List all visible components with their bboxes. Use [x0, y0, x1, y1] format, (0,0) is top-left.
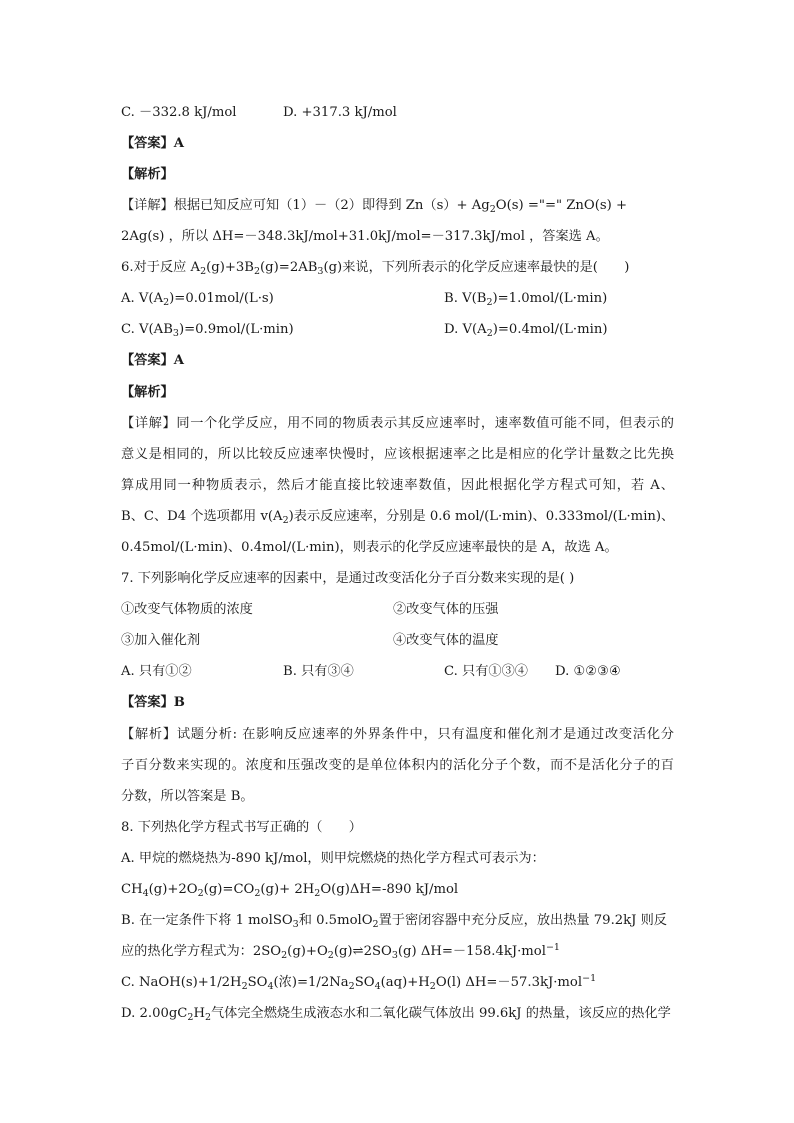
equation-text: (g)=CO	[203, 882, 255, 897]
q6-detail-line3: 算成用同一种物质表示，然后才能直接比较速率数值，因此根据化学方程式可知，若 A、	[121, 478, 674, 493]
subscript: 2	[204, 1012, 211, 1023]
q6-option-text: A. V(A	[121, 291, 164, 306]
q5-detail-line2: 2Ag(s) ，所以 ΔH=－348.3kJ/mol+31.0kJ/mol=－317.3kJ/mol ，答案选 A。	[121, 229, 609, 244]
subscript: 2	[197, 888, 204, 899]
q8-stem: 8. 下列热化学方程式书写正确的（ ）	[121, 820, 362, 835]
subscript: 2	[348, 981, 355, 992]
q6-stem	[121, 258, 629, 278]
equation-text: (g)+2O	[148, 882, 198, 897]
q7-item-4: ④改变气体的温度	[393, 633, 499, 648]
q8-option-d	[121, 1004, 671, 1024]
q5-option-d: D. +317.3 kJ/mol	[283, 105, 397, 120]
subscript: 2	[327, 950, 334, 961]
q8-option-c	[121, 973, 596, 993]
q7-item-2: ②改变气体的压强	[393, 602, 499, 617]
option-text: SO	[354, 975, 375, 990]
q6-answer: 【答案】A	[121, 353, 184, 368]
q6-option-text: C. V(AB	[121, 322, 173, 337]
subscript: 2	[187, 1012, 194, 1023]
option-text: (g) ΔH=－158.4kJ·mol	[397, 944, 546, 959]
subscript: 2	[429, 981, 436, 992]
subscript: 3	[317, 266, 324, 277]
q7-item-3: ③加入催化剂	[121, 633, 201, 648]
q6-stem-text: (g)=2AB	[260, 260, 318, 275]
q5-analysis-title: 【解析】	[121, 167, 174, 182]
equation-text: (g)+ 2H	[260, 882, 315, 897]
q6-detail-text: )表示反应速率，分别是 0.6 mol/(L·min)、0.333mol/(L·min)、	[288, 509, 675, 524]
subscript: 3	[172, 328, 179, 339]
q8-option-b-line1	[121, 911, 667, 931]
q6-option-d	[444, 320, 607, 340]
q7-stem: 7. 下列影响化学反应速率的因素中，是通过改变活化分子百分数来实现的是( )	[121, 571, 575, 586]
q6-option-text: B. V(B	[444, 291, 487, 306]
q6-detail-line2: 意义是相同的，所以比较反应速率快慢时，应该根据速率之比是相应的化学计量数之比先换	[121, 447, 674, 462]
subscript: 4	[374, 981, 381, 992]
q7-answer: 【答案】B	[121, 695, 185, 710]
option-text: 气体完全燃烧生成液态水和二氧化碳气体放出 99.6kJ 的热量，该反应的热化学	[211, 1006, 671, 1021]
q7-option-b: B. 只有③④	[283, 664, 354, 679]
q6-option-text: )=0.01mol/(L·s)	[169, 291, 274, 306]
q5-option-c: C. －332.8 kJ/mol	[121, 105, 237, 120]
q6-option-text: )=0.4mol/(L·min)	[492, 322, 608, 337]
option-text: O(l) ΔH=－57.3kJ·mol	[435, 975, 583, 990]
q6-stem-text: (g)+3B	[206, 260, 254, 275]
q6-option-c	[121, 320, 294, 340]
option-text: (浓)=1/2Na	[273, 975, 349, 990]
option-text: (g)⇌2SO	[333, 944, 392, 959]
option-text: D. 2.00gC	[121, 1006, 188, 1021]
option-text: 和 0.5molO	[298, 913, 373, 928]
superscript: −1	[545, 942, 560, 953]
subscript: 2	[281, 950, 288, 961]
q8-option-a-equation	[121, 880, 458, 900]
q6-detail-line4	[121, 507, 674, 527]
q5-detail-line1	[121, 196, 627, 216]
superscript: −1	[582, 973, 597, 984]
q5-detail-text: 【详解】根据已知反应可知（1）－（2）即得到 Zn（s）+ Ag	[121, 198, 490, 213]
q6-stem-text: 6.对于反应 A	[121, 260, 201, 275]
subscript: 3	[292, 919, 299, 930]
option-text: SO	[247, 975, 268, 990]
q6-option-text: )=0.9mol/(L·min)	[178, 322, 294, 337]
q6-analysis-title: 【解析】	[121, 385, 174, 400]
option-text: B. 在一定条件下将 1 molSO	[121, 913, 293, 928]
subscript: 2	[163, 297, 170, 308]
q7-analysis-line2: 子百分数来实现的。浓度和压强改变的是单位体积内的活化分子个数，而不是活化分子的百	[121, 758, 674, 773]
subscript: 2	[253, 266, 261, 277]
q5-answer: 【答案】A	[121, 136, 184, 151]
subscript: 2	[486, 297, 493, 308]
q7-option-c: C. 只有①③④	[444, 664, 528, 679]
subscript: 2	[200, 266, 207, 277]
q7-analysis-line1: 【解析】试题分析: 在影响反应速率的外界条件中，只有温度和催化剂才是通过改变活化分	[121, 727, 674, 742]
q7-option-a: A. 只有①②	[121, 664, 192, 679]
subscript: 2	[314, 888, 321, 899]
option-text: (g)+O	[287, 944, 328, 959]
q8-option-b-line2	[121, 942, 560, 962]
q7-option-d: D. ①②③④	[555, 664, 621, 679]
q6-detail-line1: 【详解】同一个化学反应，用不同的物质表示其反应速率时，速率数值可能不同，但表示的	[121, 416, 674, 431]
subscript: 2	[254, 888, 261, 899]
q6-option-text: D. V(A	[444, 322, 487, 337]
q8-option-a-line1: A. 甲烷的燃烧热为-890 kJ/mol，则甲烷燃烧的热化学方程式可表示为：	[121, 851, 545, 866]
option-text: 应的热化学方程式为：2SO	[121, 944, 282, 959]
q6-detail-line5: 0.45mol/(L·min)、0.4mol/(L·min)，则表示的化学反应速率最快的是 A，故选 A。	[121, 540, 618, 555]
subscript: 4	[267, 981, 274, 992]
q6-option-text: )=1.0mol/(L·min)	[492, 291, 608, 306]
option-text: (aq)+H	[380, 975, 430, 990]
q6-option-b	[444, 289, 607, 309]
subscript: 2	[486, 328, 493, 339]
equation-text: CH	[121, 882, 143, 897]
subscript: 2	[241, 981, 248, 992]
subscript: 4	[142, 888, 149, 899]
q7-item-1: ①改变气体物质的浓度	[121, 602, 253, 617]
subscript: 2	[372, 919, 379, 930]
option-text: C. NaOH(s)+1/2H	[121, 975, 242, 990]
q6-stem-text: (g)来说，下列所表示的化学反应速率最快的是( )	[323, 260, 630, 275]
q7-analysis-line3: 分数，所以答案是 B。	[121, 789, 254, 804]
q6-detail-text: B、C、D4 个选项都用 v(A	[121, 509, 283, 524]
q6-option-a	[121, 289, 274, 309]
subscript: 2	[489, 204, 496, 215]
option-text: H	[193, 1006, 205, 1021]
option-text: 置于密闭容器中充分反应，放出热量 79.2kJ 则反	[378, 913, 667, 928]
equation-text: O(g)ΔH=-890 kJ/mol	[320, 882, 459, 897]
subscript: 2	[282, 515, 289, 526]
subscript: 3	[391, 950, 398, 961]
q5-detail-text: O(s) ="=" ZnO(s) +	[495, 198, 628, 213]
